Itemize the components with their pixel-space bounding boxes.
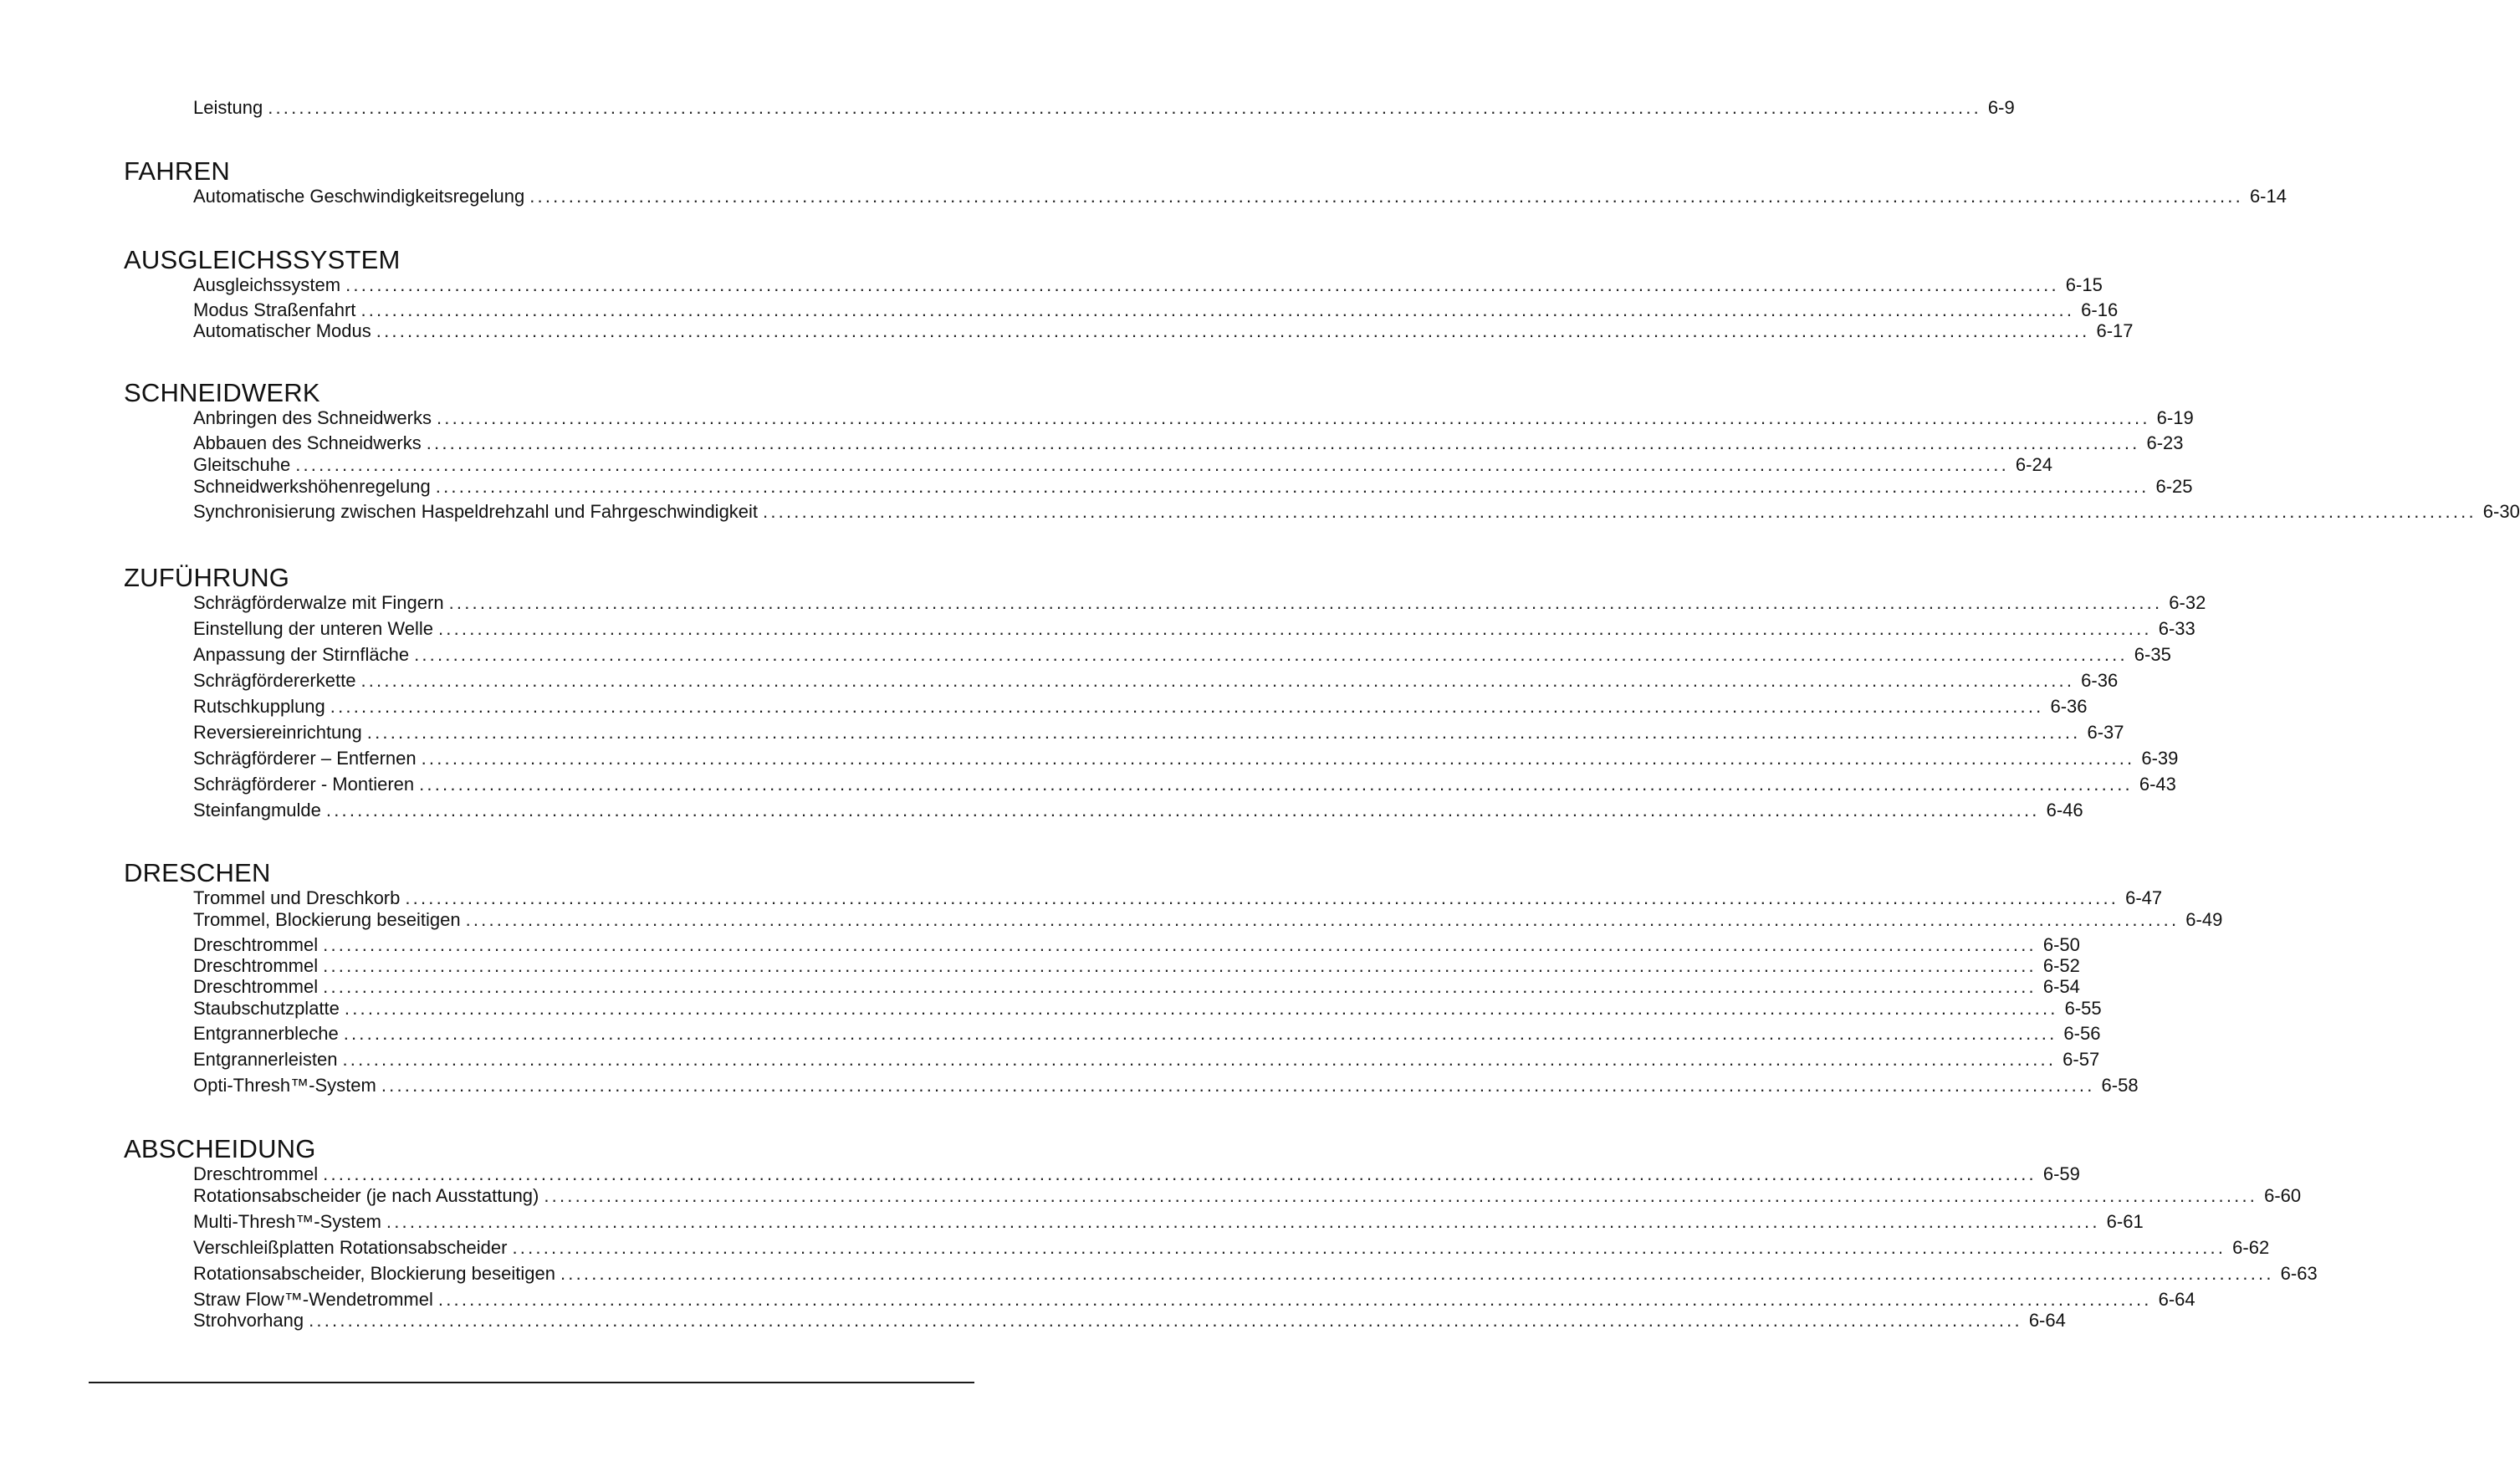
dot-leader: ............................................................................................................................................................................................................................ (421, 748, 2135, 769)
toc-entry[interactable] (193, 799, 2083, 822)
toc-entry-label: Schneidwerkshöhenregelung (193, 476, 431, 497)
toc-entry-page: 6-52 (2042, 955, 2080, 976)
toc-entry-page: 6-64 (2158, 1289, 2195, 1310)
toc-entry[interactable] (193, 747, 2179, 770)
toc-entry-label: Anpassung der Stirnfläche (193, 644, 410, 665)
dot-leader: ............................................................................................................................................................................................................................ (268, 97, 1981, 118)
dot-leader: ............................................................................................................................................................................................................................ (376, 320, 2090, 341)
dot-leader: ............................................................................................................................................................................................................................ (437, 1289, 2152, 1310)
dot-leader: ............................................................................................................................................................................................................................ (309, 1310, 2022, 1331)
toc-entry[interactable] (193, 1262, 2318, 1286)
dot-leader: ............................................................................................................................................................................................................................ (405, 887, 2119, 908)
toc-entry-label: Verschleißplatten Rotationsabscheider (193, 1237, 508, 1258)
toc-entry-page: 6-36 (2050, 696, 2088, 717)
toc-entry-label: Entgrannerbleche (193, 1023, 339, 1044)
toc-entry-label: Rotationsabscheider (je nach Ausstattung) (193, 1185, 539, 1206)
toc-entry-label: Einstellung der unteren Welle (193, 618, 433, 639)
toc-entry-page: 6-61 (2106, 1211, 2144, 1232)
section-heading-fahren: FAHREN (124, 156, 230, 186)
toc-entry[interactable] (193, 887, 2163, 910)
toc-entry-label: Dreschtrommel (193, 934, 319, 955)
toc-entry-page: 6-19 (2156, 407, 2194, 428)
toc-entry-page: 6-63 (2280, 1263, 2318, 1284)
toc-entry-page: 6-36 (2081, 670, 2119, 691)
toc-entry[interactable] (193, 695, 2088, 718)
toc-entry[interactable] (193, 997, 2102, 1020)
toc-entry[interactable] (193, 273, 2103, 297)
toc-entry[interactable] (193, 1236, 2270, 1260)
toc-entry-page: 6-47 (2125, 887, 2163, 908)
dot-leader: ............................................................................................................................................................................................................................ (529, 186, 2243, 207)
section-heading-abscheidung: ABSCHEIDUNG (124, 1134, 316, 1163)
dot-leader: ............................................................................................................................................................................................................................ (342, 1049, 2057, 1070)
toc-entry-page: 6-9 (1987, 97, 2015, 118)
toc-entry[interactable] (193, 1163, 2080, 1186)
dot-leader: ............................................................................................................................................................................................................................ (366, 722, 2081, 743)
dot-leader: ............................................................................................................................................................................................................................ (330, 696, 2044, 717)
toc-entry-label: Leistung (193, 97, 263, 118)
dot-leader: ............................................................................................................................................................................................................................ (345, 274, 2059, 295)
toc-entry-page: 6-57 (2063, 1049, 2100, 1070)
toc-entry-label: Trommel, Blockierung beseitigen (193, 909, 461, 930)
toc-entry[interactable] (193, 975, 2080, 999)
toc-entry-page: 6-14 (2249, 186, 2287, 207)
toc-entry[interactable] (193, 908, 2223, 932)
toc-entry[interactable] (193, 1022, 2101, 1045)
toc-entry[interactable] (193, 406, 2194, 430)
toc-entry-page: 6-58 (2101, 1075, 2139, 1096)
toc-entry[interactable] (193, 475, 2193, 498)
toc-entry-label: Steinfangmulde (193, 800, 321, 820)
toc-entry-page: 6-49 (2185, 909, 2223, 930)
toc-entry-page: 6-33 (2158, 618, 2195, 639)
toc-entry-label: Staubschutzplatte (193, 998, 340, 1019)
toc-entry-page: 6-17 (2096, 320, 2134, 341)
dot-leader: ............................................................................................................................................................................................................................ (419, 774, 2133, 795)
toc-entry[interactable] (193, 453, 2052, 477)
dot-leader: ............................................................................................................................................................................................................................ (512, 1237, 2226, 1258)
toc-entry-page: 6-55 (2064, 998, 2102, 1019)
toc-entry-label: Schrägförderwalze mit Fingern (193, 592, 444, 613)
toc-entry-page: 6-23 (2146, 432, 2184, 453)
dot-leader: ............................................................................................................................................................................................................................ (426, 432, 2140, 453)
dot-leader: ............................................................................................................................................................................................................................ (360, 670, 2075, 691)
dot-leader: ............................................................................................................................................................................................................................ (448, 592, 2163, 613)
dot-leader: ............................................................................................................................................................................................................................ (436, 407, 2150, 428)
toc-entry-label: Modus Straßenfahrt (193, 299, 356, 320)
toc-entry[interactable] (193, 669, 2119, 693)
dot-leader: ............................................................................................................................................................................................................................ (435, 476, 2149, 497)
toc-entry[interactable] (193, 1210, 2144, 1234)
toc-entry-label: Abbauen des Schneidwerks (193, 432, 422, 453)
toc-entry[interactable] (193, 617, 2195, 641)
toc-entry-label: Multi-Thresh™-System (193, 1211, 381, 1232)
toc-entry-label: Trommel und Dreschkorb (193, 887, 401, 908)
dot-leader: ............................................................................................................................................................................................................................ (323, 955, 2037, 976)
dot-leader: ............................................................................................................................................................................................................................ (414, 644, 2128, 665)
toc-entry-label: Opti-Thresh™-System (193, 1075, 376, 1096)
toc-entry-page: 6-59 (2042, 1163, 2080, 1184)
dot-leader: ............................................................................................................................................................................................................................ (323, 1163, 2037, 1184)
toc-entry-label: Dreschtrommel (193, 955, 319, 976)
toc-entry-page: 6-35 (2134, 644, 2171, 665)
section-heading-ausgleichssystem: AUSGLEICHSSYSTEM (124, 245, 401, 274)
toc-entry-label: Schrägförderer – Entfernen (193, 748, 417, 769)
toc-entry-page: 6-62 (2232, 1237, 2270, 1258)
toc-entry-page: 6-39 (2141, 748, 2179, 769)
toc-entry[interactable] (193, 591, 2206, 615)
toc-entry-label: Synchronisierung zwischen Haspeldrehzahl und Fahrgeschwindigkeit (193, 501, 759, 522)
toc-entry-page: 6-16 (2081, 299, 2119, 320)
toc-entry-label: Automatische Geschwindigkeitsregelung (193, 186, 525, 207)
dot-leader: ............................................................................................................................................................................................................................ (544, 1185, 2258, 1206)
toc-entry[interactable] (193, 721, 2124, 744)
toc-entry-page: 6-43 (2139, 774, 2176, 795)
dot-leader: ............................................................................................................................................................................................................................ (295, 454, 2009, 475)
toc-entry[interactable] (193, 1309, 2066, 1332)
toc-entry[interactable] (193, 1288, 2195, 1311)
toc-entry[interactable] (193, 185, 2287, 208)
toc-entry-page: 6-24 (2015, 454, 2052, 475)
toc-entry[interactable] (193, 933, 2080, 957)
toc-entry-label: Ausgleichssystem (193, 274, 341, 295)
toc-entry-page: 6-64 (2028, 1310, 2066, 1331)
dot-leader: ............................................................................................................................................................................................................................ (323, 976, 2037, 997)
toc-entry-label: Schrägfördererkette (193, 670, 356, 691)
toc-entry-label: Entgrannerleisten (193, 1049, 338, 1070)
toc-entry-label: Schrägförderer - Montieren (193, 774, 415, 795)
section-heading-dreschen: DRESCHEN (124, 858, 271, 887)
toc-entry[interactable] (193, 432, 2184, 455)
toc-entry[interactable] (193, 299, 2119, 322)
toc-entry[interactable] (193, 500, 2520, 524)
toc-entry-label: Straw Flow™-Wendetrommel (193, 1289, 433, 1310)
footer-divider (89, 1382, 974, 1383)
toc-entry[interactable] (193, 1184, 2302, 1208)
dot-leader: ............................................................................................................................................................................................................................ (763, 501, 2477, 522)
toc-entry-page: 6-46 (2046, 800, 2083, 820)
section-heading-schneidwerk: SCHNEIDWERK (124, 378, 320, 407)
toc-entry-label: Strohvorhang (193, 1310, 304, 1331)
dot-leader: ............................................................................................................................................................................................................................ (386, 1211, 2100, 1232)
dot-leader: ............................................................................................................................................................................................................................ (325, 800, 2040, 820)
dot-leader: ............................................................................................................................................................................................................................ (465, 909, 2180, 930)
toc-entry[interactable] (193, 1074, 2139, 1097)
toc-entry-page: 6-50 (2042, 934, 2080, 955)
toc-entry-label: Dreschtrommel (193, 1163, 319, 1184)
dot-leader: ............................................................................................................................................................................................................................ (323, 934, 2037, 955)
dot-leader: ............................................................................................................................................................................................................................ (360, 299, 2075, 320)
toc-entry-label: Automatischer Modus (193, 320, 371, 341)
dot-leader: ............................................................................................................................................................................................................................ (344, 998, 2058, 1019)
dot-leader: ............................................................................................................................................................................................................................ (343, 1023, 2057, 1044)
toc-entry[interactable] (193, 319, 2134, 343)
toc-entry-label: Rotationsabscheider, Blockierung beseitigen (193, 1263, 555, 1284)
toc-entry[interactable] (193, 643, 2171, 667)
toc-entry[interactable] (193, 954, 2080, 978)
toc-entry-page: 6-54 (2042, 976, 2080, 997)
dot-leader: ............................................................................................................................................................................................................................ (438, 618, 2152, 639)
toc-entry-label: Rutschkupplung (193, 696, 325, 717)
toc-entry-label: Gleitschuhe (193, 454, 291, 475)
dot-leader: ............................................................................................................................................................................................................................ (560, 1263, 2274, 1284)
toc-entry-page: 6-30 (2482, 501, 2520, 522)
toc-entry-label: Reversiereinrichtung (193, 722, 362, 743)
toc-entry-label: Dreschtrommel (193, 976, 319, 997)
toc-entry-page: 6-56 (2063, 1023, 2101, 1044)
dot-leader: ............................................................................................................................................................................................................................ (381, 1075, 2095, 1096)
toc-entry-page: 6-60 (2264, 1185, 2302, 1206)
toc-entry-page: 6-32 (2169, 592, 2206, 613)
toc-entry-page: 6-25 (2155, 476, 2193, 497)
toc-entry[interactable] (193, 773, 2176, 796)
toc-entry-page: 6-37 (2087, 722, 2124, 743)
toc-entry[interactable] (193, 96, 2015, 120)
toc-entry-label: Anbringen des Schneidwerks (193, 407, 432, 428)
toc-entry-page: 6-15 (2065, 274, 2103, 295)
toc-entry[interactable] (193, 1048, 2100, 1071)
section-heading-zufuehrung: ZUFÜHRUNG (124, 563, 290, 592)
